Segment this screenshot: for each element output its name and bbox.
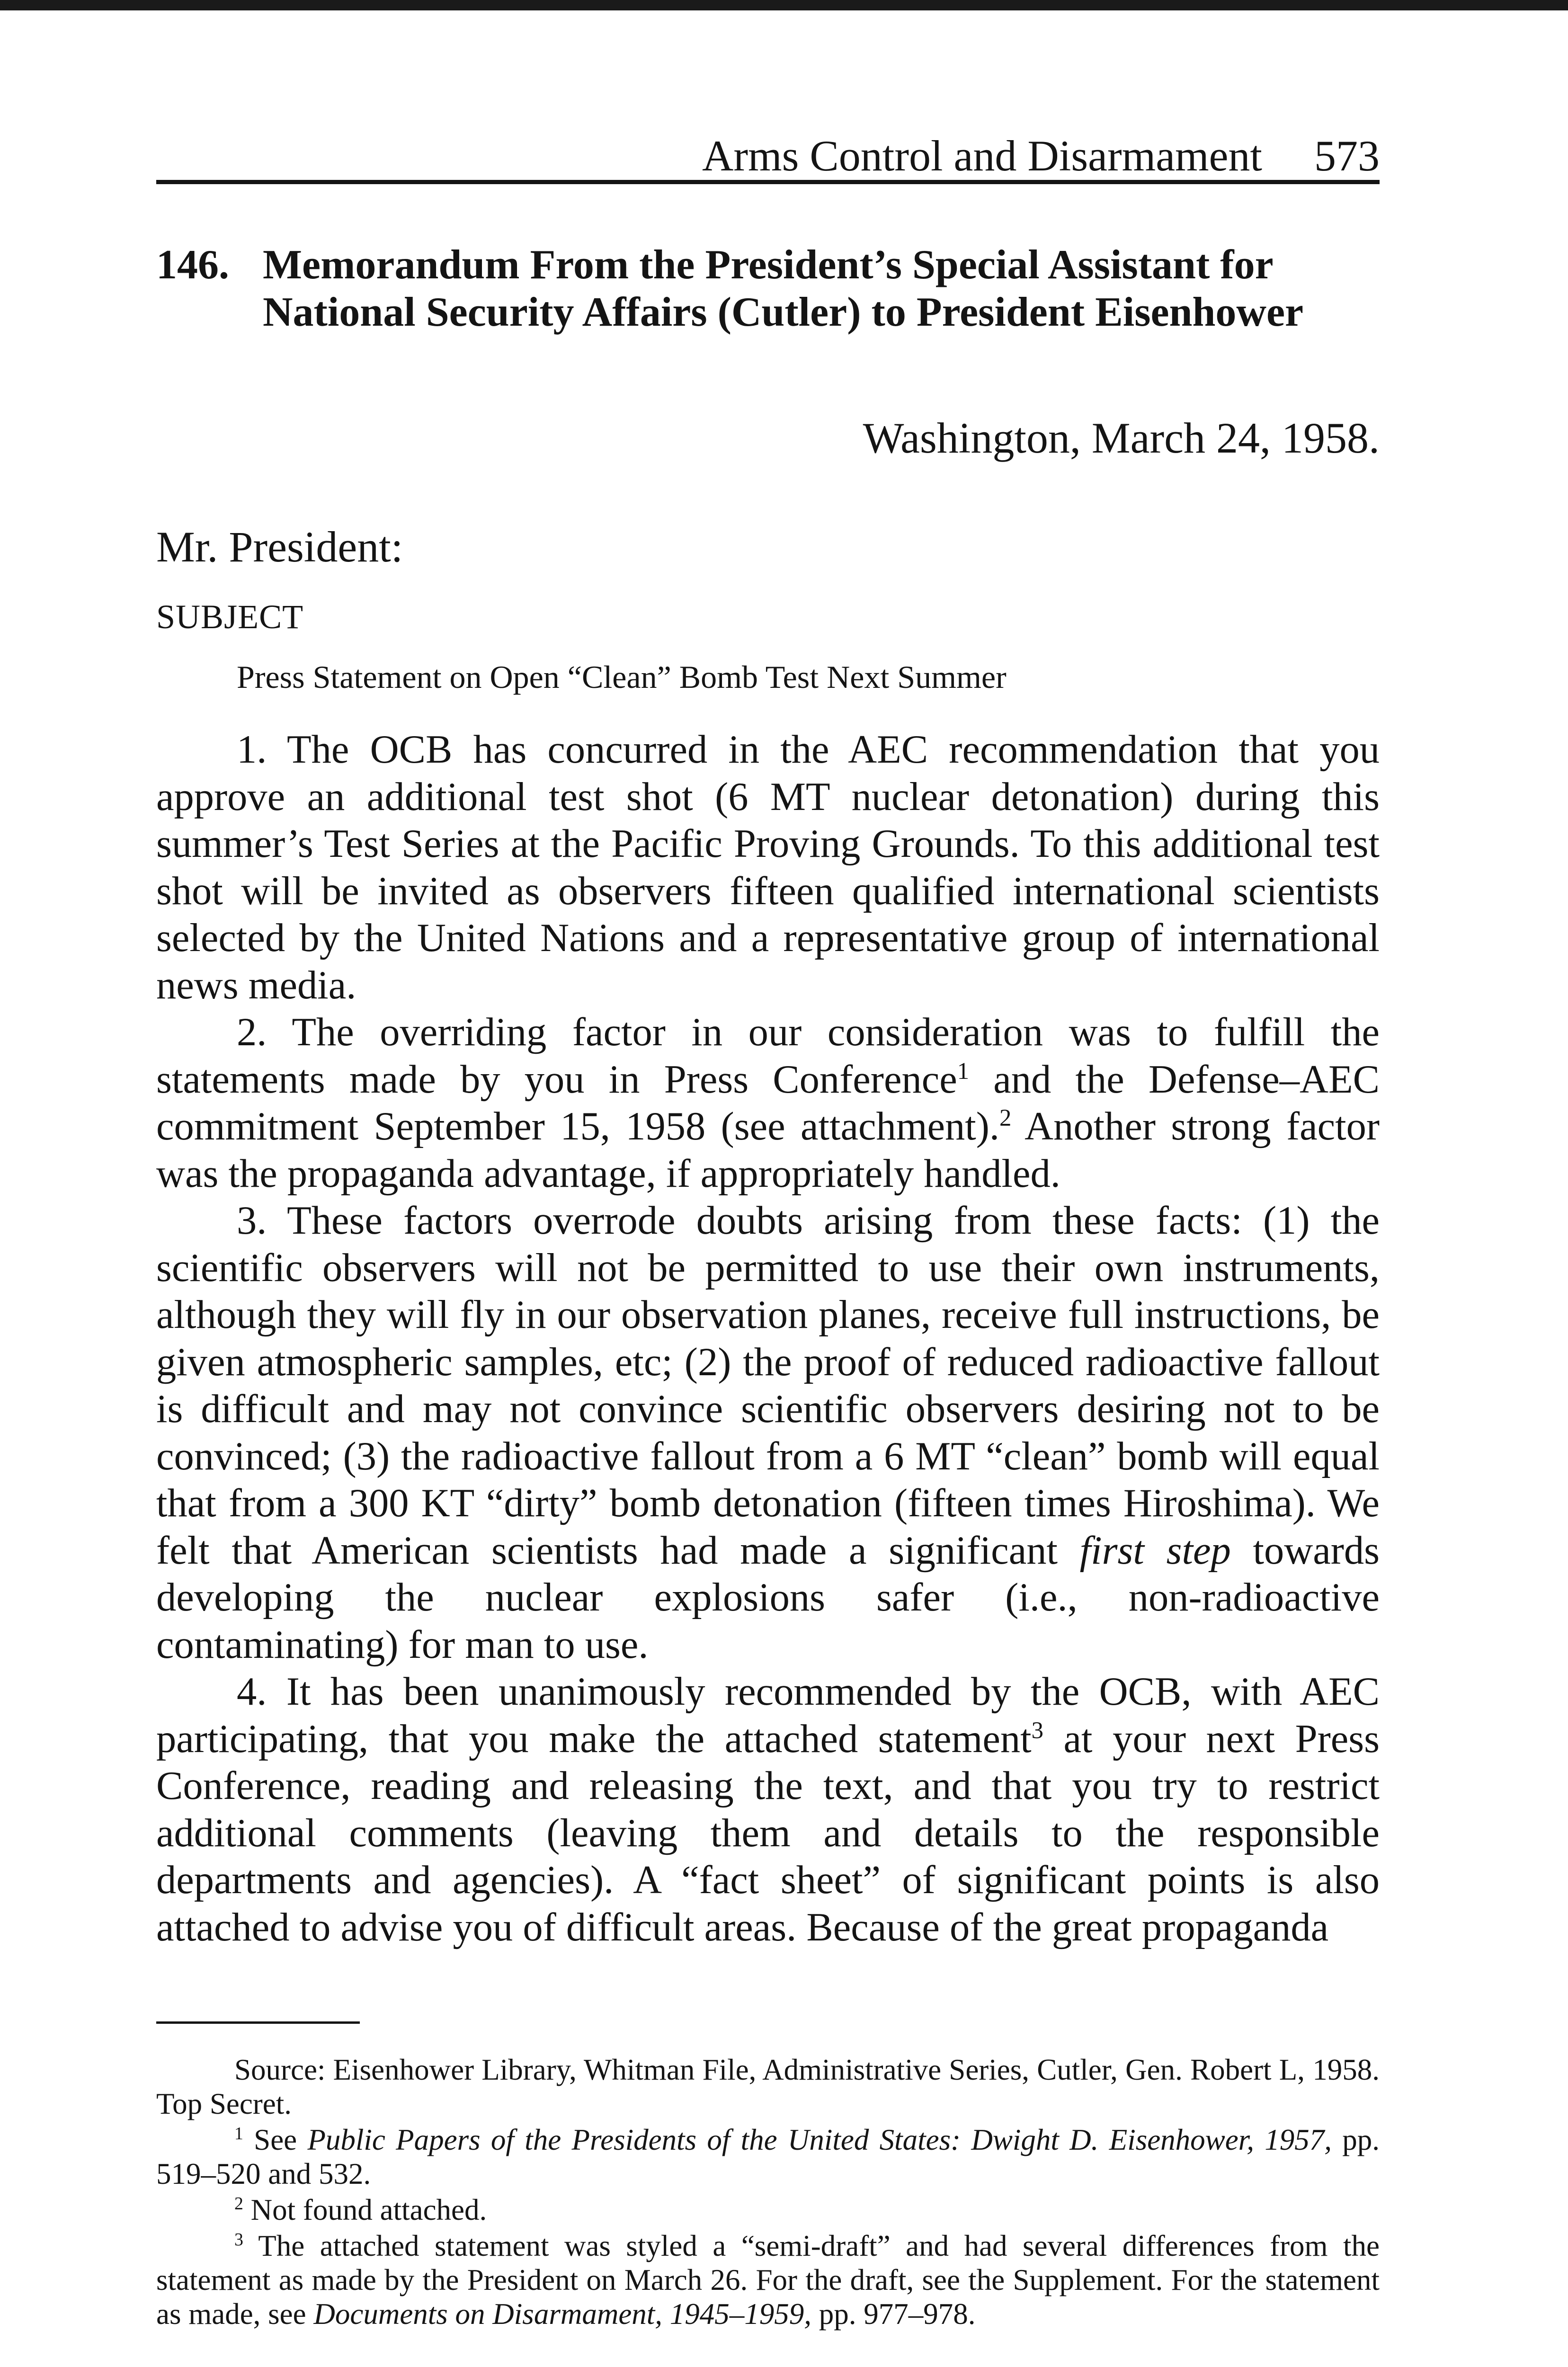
paragraph-3-text-a: 3. These factors overrode doubts arising from these facts: (1) the scientific observers will not be permitted to use their own instruments, although they will fly in our observation planes, receive full instructions, be given atmospheric samples, etc; (2) the proof of reduced radioactive fallout is difficult and may not convince scientific observers desiring not to be convinced; (3) the radioactive fallout from a 6 MT “clean” bomb will equal that from a 300 KT “dirty” bomb detonation (fifteen times Hiroshima). We felt that American scientists had made a significant xyxy=(156,1199,1380,1573)
paragraph-4-text-b: at your next Press Conference, reading and releasing the text, and that you try to restrict additional comments (leaving them and details to the responsible departments and agencies). A “fact sheet” of significant points is also attached to advise you of difficult areas. Because of the great propaganda xyxy=(156,1717,1380,1949)
document-title: Memorandum From the President’s Special Assistant for National Security Affairs (Cutler) to President Eisenhower xyxy=(263,242,1304,335)
footnote-1-text-b: pp. 519–520 and 532. xyxy=(156,2123,1380,2190)
footnote-2-text: Not found attached. xyxy=(243,2193,487,2226)
paragraph-3-italic: first step xyxy=(1079,1528,1231,1573)
footnote-1-number: 1 xyxy=(234,2124,243,2144)
page-number: 573 xyxy=(1314,132,1380,180)
paragraph-2-text-c: Another strong factor was the propaganda advantage, if appropriately handled. xyxy=(156,1104,1380,1196)
paragraph-2-text-b: and the Defense–AEC commitment September 15, 1958 (see attachment). xyxy=(156,1057,1380,1148)
paragraph-3 xyxy=(156,1197,1380,1668)
paragraph-4-text-a: 4. It has been unanimously recommended by the OCB, with AEC participating, that you make the attached statement xyxy=(156,1670,1380,1761)
footnote-3-number: 3 xyxy=(234,2230,243,2250)
document-heading xyxy=(156,241,1380,336)
header-rule xyxy=(156,180,1380,184)
scan-top-edge xyxy=(0,0,1568,10)
paragraph-1: 1. The OCB has concurred in the AEC recommendation that you approve an additional test shot (6 MT nuclear detonation) during this summer’s Test Series at the Pacific Proving Grounds. To this additional test shot will be invited as observers fifteen qualified international scientists selected by the United Nations and a representative group of international news media. xyxy=(156,728,1380,1007)
footnote-3-text-a: The attached statement was styled a “semi-draft” and had several differences from the statement as made by the President on March 26. For the draft, see the Supplement. For the statement as made, see xyxy=(156,2229,1380,2331)
footnote-source: Source: Eisenhower Library, Whitman File, Administrative Series, Cutler, Gen. Robert L, 1958. Top Secret. xyxy=(156,2053,1380,2120)
footnote-3-text-b: pp. 977–978. xyxy=(811,2297,976,2331)
footnote-3-italic: Documents on Disarmament, 1945–1959, xyxy=(313,2297,812,2331)
running-title: Arms Control and Disarmament xyxy=(702,132,1262,180)
document-number: 146. xyxy=(156,242,229,288)
footnote-1 xyxy=(156,2123,1380,2191)
footnote-ref-3: 3 xyxy=(1031,1717,1043,1744)
memo-body xyxy=(156,726,1380,1951)
footnote-1-italic: Public Papers of the Presidents of the United States: Dwight D. Eisenhower, 1957, xyxy=(307,2123,1332,2156)
footnote-2-number: 2 xyxy=(234,2194,243,2214)
footnotes xyxy=(156,2053,1380,2331)
subject-label: SUBJECT xyxy=(156,598,304,636)
paragraph-2-text-a: 2. The overriding factor in our consideration was to fulfill the statements made by you in Press Conference xyxy=(156,1010,1380,1102)
footnote-3 xyxy=(156,2229,1380,2331)
paragraph-2 xyxy=(156,1009,1380,1197)
footnote-2 xyxy=(156,2193,1380,2227)
footnote-ref-1: 1 xyxy=(957,1057,970,1084)
salutation: Mr. President: xyxy=(156,523,403,571)
subject-text: Press Statement on Open “Clean” Bomb Test Next Summer xyxy=(237,659,1007,695)
footnote-1-text-a: See xyxy=(243,2123,308,2156)
running-header xyxy=(156,121,1380,178)
footnote-ref-2: 2 xyxy=(999,1104,1012,1131)
dateline: Washington, March 24, 1958. xyxy=(863,414,1380,462)
footnote-rule xyxy=(156,2021,360,2024)
paragraph-4 xyxy=(156,1668,1380,1951)
paragraph-3-text-b: towards developing the nuclear explosions safer (i.e., non-radioactive contaminating) for man to use. xyxy=(156,1528,1380,1667)
